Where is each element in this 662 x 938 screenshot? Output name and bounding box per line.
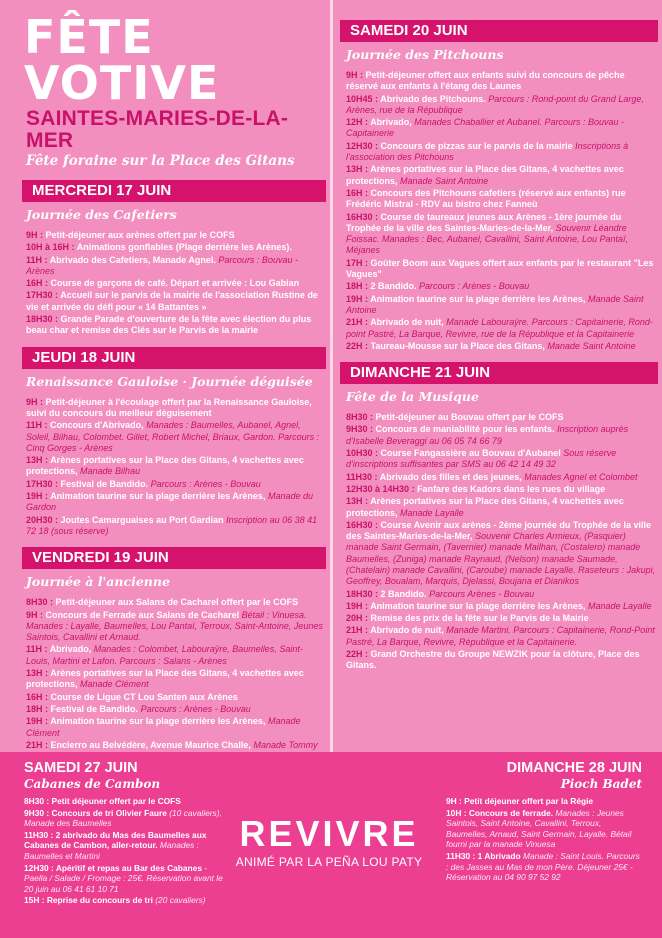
- event-text: Goûter Boom aux Vagues offert aux enfants par le restaurant "Les Vagues": [346, 257, 654, 280]
- revivre-tagline: ANIMÉ PAR LA PEÑA LOU PATY: [235, 855, 423, 869]
- event-time: 18H30: [26, 314, 53, 325]
- event-text: Petit-déjeuner au Bouvau offert par le COFS: [375, 412, 564, 423]
- event-separator: :: [372, 519, 381, 530]
- event-note: Parcours : Arènes - Bouvau: [140, 703, 251, 714]
- event-time: 9H30: [346, 424, 368, 435]
- event-note: Manade Bilhau: [80, 466, 141, 477]
- event-item: [340, 258, 658, 281]
- event-time: 20H30: [26, 514, 53, 525]
- event-text: Animations gonflables (Plage derrière les Arènes).: [76, 242, 292, 253]
- event-note: Inscription auprès d'Isabelle Beveraggi au 06 05 74 66 79: [346, 424, 629, 446]
- event-text: Fanfare des Kadors dans les rues du village: [417, 483, 606, 494]
- event-separator: :: [37, 396, 46, 407]
- event-time: 12H30: [24, 862, 49, 873]
- event-item: [340, 341, 658, 352]
- event-time: 19H: [346, 293, 363, 304]
- event-separator: :: [42, 691, 51, 702]
- event-time: 16H: [26, 691, 43, 702]
- event-note: Manades Chaballier et Aubanel. Parcours : Bouvau - Capitainerie: [346, 117, 625, 139]
- day-heading: SAMEDI 20 JUIN: [340, 20, 658, 42]
- event-item: [340, 294, 658, 317]
- event-note: Manades : Baumelles et Martini: [24, 840, 200, 861]
- event-item: [340, 625, 658, 648]
- event-text: Petit-déjeuner aux Salans de Cacharel offert par le COFS: [55, 597, 299, 608]
- event-item: [24, 830, 224, 862]
- event-text: Taureau-Mousse sur la Place des Gitans,: [370, 340, 545, 351]
- event-time: 17H30: [26, 478, 53, 489]
- event-text: Arènes portatives sur la Place des Gitans, 4 vachettes avec protections,: [26, 455, 304, 477]
- event-item: [340, 94, 658, 117]
- event-text: Concours de Ferrade aux Salans de Cacharel: [45, 609, 240, 620]
- event-separator: :: [42, 278, 51, 289]
- days-right: [340, 0, 658, 672]
- event-item: [8, 610, 326, 644]
- event-separator: :: [39, 895, 47, 906]
- event-time: 17H: [346, 257, 363, 268]
- left-column: [8, 0, 326, 763]
- right-column: [340, 0, 658, 673]
- event-separator: :: [367, 412, 376, 423]
- event-text: Concours des Pitchouns cafetiers (réservé aux enfants) rue Frédéric Mistral - RDV au bistro chez Fanneù: [346, 187, 626, 210]
- event-item: [340, 188, 658, 211]
- day-block: [8, 180, 326, 337]
- event-item: [340, 601, 658, 612]
- event-time: 9H30: [24, 807, 45, 818]
- event-text: Abrivado des Cafetiers, Manade Agnel.: [49, 254, 216, 265]
- event-item: [446, 796, 642, 807]
- day-block: [8, 347, 326, 538]
- event-text: Grand Orchestre du Groupe NEWZIK pour la clôture, Place des Gitans.: [346, 649, 640, 671]
- event-time: 12H30: [346, 140, 373, 151]
- event-separator: :: [362, 117, 371, 128]
- event-text: 2 Bandido.: [380, 588, 427, 599]
- bottom-left-events: [24, 796, 224, 906]
- event-text: Arènes portatives sur la Place des Gitans, 4 vachettes avec protections,: [26, 668, 304, 690]
- event-note: (10 cavaliers), Manade des Baumelles: [24, 807, 222, 829]
- event-item: [340, 496, 658, 519]
- event-item: [8, 290, 326, 313]
- event-item: [340, 117, 658, 140]
- event-separator: :: [372, 140, 381, 151]
- day-block: [340, 362, 658, 672]
- event-note: Manade Martini. Parcours : Capitainerie, Rond-Point Pastré, La Barque, Revivre, République et la Capitainerie.: [346, 625, 655, 647]
- event-time: 10H30: [346, 448, 373, 459]
- event-time: 10H à 16H: [26, 242, 70, 253]
- event-item: [340, 613, 658, 624]
- event-separator: :: [42, 716, 51, 727]
- event-separator: :: [44, 807, 52, 818]
- event-text: 2 Bandido.: [370, 281, 417, 292]
- event-note: Manade Saint Antoine: [346, 293, 644, 315]
- event-separator: :: [362, 625, 371, 636]
- event-text: Petit-déjeuner à l'écoulage offert par la Renaissance Gauloise, suivi du concours du meilleur déguisement: [26, 396, 312, 418]
- event-text: Course Fangassière au Bouvau d'Aubanel: [380, 448, 561, 459]
- event-item: [24, 895, 224, 906]
- event-item: [24, 863, 224, 895]
- bottom-left-place: Cabanes de Cambon: [24, 777, 161, 791]
- event-text: Petit déjeuner offert par la Régie: [464, 796, 594, 806]
- event-item: [340, 520, 658, 588]
- event-text: Course de Ligue CT Lou Santen aux Arènes: [50, 691, 238, 702]
- event-text: Petit-déjeuner aux arènes offert par le COFS: [45, 230, 235, 240]
- event-item: [8, 242, 326, 253]
- event-separator: :: [52, 290, 61, 301]
- event-text: Abrivado des Pitchouns.: [380, 93, 486, 104]
- event-separator: :: [372, 471, 380, 482]
- day-heading: DIMANCHE 21 JUIN: [340, 362, 658, 384]
- event-item: [340, 70, 658, 93]
- event-item: [340, 412, 658, 423]
- event-time: 21H: [26, 739, 43, 750]
- event-time: 13H: [26, 455, 43, 466]
- event-time: 12H: [346, 117, 363, 128]
- event-item: [8, 479, 326, 490]
- event-text: Grande Parade d'ouverture de la fête avec élection du plus beau char et remise des Clés sur le Parvis de la mairie: [26, 314, 312, 336]
- event-item: [8, 420, 326, 454]
- event-time: 21H: [346, 625, 363, 636]
- event-item: [8, 255, 326, 278]
- bottom-right-day: DIMANCHE 28 JUIN: [506, 760, 642, 776]
- event-time: 11H30: [446, 850, 471, 861]
- event-item: [8, 314, 326, 337]
- event-time: 19H: [346, 600, 363, 611]
- event-separator: :: [42, 703, 51, 714]
- event-separator: :: [52, 514, 61, 525]
- event-text: Reprise du concours de tri: [46, 895, 153, 906]
- event-time: 11H30: [24, 829, 49, 840]
- event-text: Concours d'Abrivado,: [50, 420, 144, 431]
- event-item: [340, 589, 658, 600]
- event-time: 19H: [26, 491, 43, 502]
- event-separator: :: [42, 455, 51, 466]
- event-separator: :: [372, 448, 381, 459]
- event-time: 16H30: [346, 211, 373, 222]
- event-separator: :: [362, 496, 371, 507]
- event-item: [340, 212, 658, 257]
- event-text: Concours de ferrade.: [468, 807, 554, 818]
- event-note: - Paella / Salade / Fromage : 25€. Réservation avant le 20 juin au 06 41 61 10 71: [24, 862, 223, 894]
- event-time: 21H: [346, 317, 363, 328]
- event-note: Sous réserve d'inscriptions suffisantes par SMS au 06 42 14 49 32: [346, 448, 617, 470]
- revivre-logo: [222, 814, 436, 870]
- event-text: 2 abrivado du Mas des Baumelles aux Cabanes de Cambon, aller-retour.: [24, 829, 207, 851]
- day-heading: VENDREDI 19 JUIN: [22, 547, 326, 569]
- event-item: [8, 455, 326, 478]
- event-time: 19H: [26, 716, 43, 727]
- event-note: Manade Tommy: [253, 739, 318, 750]
- day-theme: Journée des Pitchouns: [346, 47, 504, 62]
- page-subtitle: Fête foraine sur la Place des Gitans: [26, 153, 295, 169]
- event-separator: :: [362, 187, 371, 198]
- event-note: Manade Layalle: [400, 507, 464, 518]
- event-separator: :: [42, 668, 51, 679]
- event-time: 13H: [346, 496, 363, 507]
- event-item: [8, 692, 326, 703]
- event-text: Encierro au Belvédère, Avenue Maurice Challe,: [50, 739, 251, 750]
- day-theme: Renaissance Gauloise · Journée déguisée: [26, 373, 313, 389]
- event-separator: :: [42, 644, 50, 655]
- event-item: [8, 668, 326, 691]
- event-time: 13H: [346, 164, 363, 175]
- event-item: [8, 597, 326, 608]
- event-note: Manades Agnel et Colombet: [524, 471, 638, 482]
- event-separator: :: [42, 491, 51, 502]
- event-separator: :: [52, 314, 61, 325]
- event-item: [340, 424, 658, 447]
- bottom-left-block: [24, 760, 224, 907]
- event-separator: :: [48, 862, 56, 873]
- day-theme: Fête de la Musique: [346, 389, 479, 405]
- event-text: Animation taurine sur la plage derrière les Arènes,: [50, 716, 266, 727]
- event-note: Manade Layalle: [587, 600, 652, 611]
- event-text: Concours de maniabilité pour les enfants.: [375, 424, 555, 435]
- event-item: [8, 644, 326, 667]
- event-separator: :: [42, 739, 51, 750]
- event-note: Manade Saint Antoine: [400, 175, 489, 186]
- event-separator: :: [367, 424, 376, 435]
- event-time: 20H: [346, 613, 363, 624]
- event-separator: :: [44, 796, 52, 806]
- event-text: Arènes portatives sur la Place des Gitans, 4 vachettes avec protections,: [346, 164, 624, 186]
- bottom-left-day: SAMEDI 27 JUIN: [24, 760, 138, 776]
- event-note: Manade Clément: [26, 716, 301, 738]
- event-time: 17H30: [26, 290, 53, 301]
- event-time: 18H: [26, 703, 43, 714]
- event-separator: :: [362, 164, 371, 175]
- event-item: [446, 851, 642, 883]
- day-theme: Journée à l'ancienne: [26, 574, 170, 590]
- event-note: Inscriptions à l'association des Pitchouns: [346, 140, 629, 163]
- event-note: Manade Clément: [80, 679, 149, 690]
- event-item: [340, 484, 658, 495]
- event-separator: :: [362, 649, 371, 660]
- event-time: 16H30: [346, 519, 373, 530]
- event-time: 9H: [26, 230, 38, 240]
- event-text: Accueil sur le parvis de la mairie de l'association Rustine de vie et arrivée du défi pour « 14 Battantes »: [26, 290, 318, 312]
- event-time: 8H30: [26, 597, 48, 608]
- event-note: Parcours : Arènes - Bouvau: [419, 281, 530, 292]
- event-text: Apéritif et repas au Bar des Cabanes: [55, 862, 202, 873]
- event-separator: :: [69, 242, 77, 253]
- event-text: Course de garçons de café. Départ et arrivée : Lou Gabian: [50, 278, 300, 289]
- event-text: Petit déjeuner offert par le COFS: [51, 796, 181, 806]
- city-name: SAINTES-MARIES-DE-LA-MER: [26, 107, 289, 152]
- bottom-band: [0, 752, 662, 938]
- event-text: Petit-déjeuner offert aux enfants suivi du concours de pêche réservé aux enfants à l'étang des Launes: [346, 70, 625, 92]
- event-time: 22H: [346, 340, 363, 351]
- event-separator: :: [362, 293, 371, 304]
- event-time: 15H: [24, 895, 40, 906]
- event-separator: :: [37, 609, 46, 620]
- event-note: Bétail : Vinuesa. Manades : Layalle, Baumelles, Lou Pantaï, Terroux, Saint-Antoine, Jeunes Saintois, Cavallini et Arnaud.: [26, 609, 323, 643]
- event-time: 8H30: [24, 796, 45, 806]
- event-note: Souvenir Charles Armieux, (Pasquier) manade Saint Germain, (Tavernier) manade Mailhan, (Costalero) manade Baumelles, (Zuniga) manade Raynaud, (Nelson) manade Saumade, (Chatelain) manade Cavallini, (Caroube) manade Layalle. Raseteurs : Jakupi, Geoffrey, Boualam, Marquis, Djelassi, Boujana et Dianikos: [346, 531, 656, 587]
- event-time: 16H: [346, 187, 363, 198]
- event-text: Animation taurine sur la plage derrière les Arènes,: [370, 293, 586, 304]
- event-separator: :: [362, 613, 371, 624]
- event-separator: :: [470, 850, 478, 861]
- event-note: Manade du Gardon: [26, 491, 313, 513]
- event-time: 22H: [346, 649, 363, 660]
- event-separator: :: [48, 829, 56, 840]
- event-item: [8, 716, 326, 739]
- event-item: [8, 491, 326, 514]
- event-text: Festival de Bandido.: [60, 478, 149, 489]
- bottom-right-events: [446, 796, 642, 883]
- event-note: Manades : Colombet, Labouraÿre, Baumelles, Saint-Louis, Martini et Lafon. Parcours : Salans - Arènes: [26, 644, 303, 666]
- event-item: [24, 808, 224, 829]
- event-separator: :: [52, 478, 61, 489]
- event-item: [8, 278, 326, 289]
- event-time: 10H45: [346, 93, 373, 104]
- event-separator: :: [456, 796, 465, 806]
- event-text: Remise des prix de la fête sur le Parvis de la Mairie: [370, 613, 589, 624]
- event-item: [446, 808, 642, 850]
- event-note: Manades : Jeunes Saintois, Saint Antoine, Cavallini, Terroux, Baumelles, Arnaud, Saint Germain, Layalle. Bétail fourni par la manade Vinuesa: [446, 807, 632, 850]
- event-separator: :: [372, 93, 381, 104]
- event-separator: :: [47, 597, 56, 608]
- event-item: [340, 649, 658, 672]
- event-separator: :: [362, 281, 371, 292]
- event-note: Parcours Arènes - Bouvau: [429, 588, 535, 599]
- event-time: 9H: [346, 70, 358, 80]
- event-time: 11H30: [346, 471, 373, 482]
- event-time: 10H: [446, 807, 462, 818]
- event-separator: :: [372, 211, 381, 222]
- event-text: Abrivado de nuit,: [370, 625, 444, 636]
- event-item: [340, 164, 658, 187]
- page-title: FÊTE VOTIVE: [24, 10, 220, 110]
- bottom-right-block: [446, 760, 642, 884]
- days-left: [8, 180, 326, 762]
- event-text: Abrivado des filles et des jeunes,: [379, 471, 522, 482]
- day-heading: JEUDI 18 JUIN: [22, 347, 326, 369]
- event-time: 16H: [26, 278, 43, 289]
- event-time: 9H: [26, 396, 38, 407]
- event-time: 9H: [446, 796, 457, 806]
- event-separator: :: [37, 230, 46, 240]
- event-time: 18H: [346, 281, 363, 292]
- event-time: 11H: [26, 254, 43, 265]
- event-note: Parcours : Bouvau - Arènes: [26, 254, 298, 276]
- event-text: Abrivado,: [370, 117, 412, 128]
- event-text: Abrivado de nuit,: [370, 317, 444, 328]
- day-theme: Journée des Cafetiers: [26, 207, 177, 222]
- event-item: [24, 796, 224, 807]
- event-note: Parcours : Rond-point du Grand Large, Arènes, rue de la République: [346, 93, 644, 115]
- event-item: [340, 472, 658, 483]
- bottom-right-place: Pioch Badet: [560, 777, 642, 791]
- event-note: Manades : Baumelles, Aubanel, Agnel, Soleil, Bilhau, Colombet. Gillet, Robert Michel, Briaux, Gardon. Parcours : Cinq Gorges - Arènes: [26, 420, 320, 453]
- event-text: Concours de tri Olivier Faure: [51, 807, 167, 818]
- event-text: Course de taureaux jeunes aux Arènes - 1ère journée du Trophée de la ville des Saintes-Maries-de-la-Mer,: [346, 211, 622, 233]
- event-text: Concours de pizzas sur le parvis de la mairie: [380, 140, 573, 151]
- revivre-name: REVIVRE: [239, 813, 419, 854]
- event-separator: :: [409, 483, 418, 494]
- event-separator: :: [357, 70, 366, 80]
- event-item: [340, 448, 658, 471]
- event-time: 11H: [26, 420, 43, 431]
- event-time: 8H30: [346, 412, 368, 423]
- event-text: Joutes Camarguaises au Port Gardian: [60, 514, 224, 525]
- event-item: [8, 515, 326, 538]
- event-note: (20 cavaliers): [155, 895, 206, 906]
- event-item: [340, 141, 658, 164]
- event-time: 11H: [26, 644, 43, 655]
- event-text: Animation taurine sur la plage derrière les Arènes,: [370, 600, 586, 611]
- event-item: [8, 230, 326, 241]
- event-note: Manade : Saint Louis. Parcours : des Jasses au Mas de mon Père. Déjeuner 25€ - Réservation au 04 90 97 52 92: [446, 850, 640, 883]
- event-text: Arènes portatives sur la Place des Gitans, 4 vachettes avec protections,: [346, 496, 624, 518]
- event-time: 12H30 à 14H30: [346, 483, 410, 494]
- event-separator: :: [362, 340, 371, 351]
- event-separator: :: [42, 420, 51, 431]
- event-text: Festival de Bandido.: [50, 703, 139, 714]
- event-time: 13H: [26, 668, 43, 679]
- event-item: [8, 704, 326, 715]
- event-separator: :: [372, 588, 381, 599]
- event-item: [340, 317, 658, 340]
- event-note: Parcours : Arènes - Bouvau: [150, 478, 261, 489]
- event-separator: :: [42, 254, 50, 265]
- event-time: 18H30: [346, 588, 373, 599]
- event-text: 1 Abrivado: [477, 850, 521, 861]
- column-separator: [330, 0, 333, 752]
- event-separator: :: [362, 600, 371, 611]
- event-text: Course Avenir aux arènes - 2ème journée du Trophée de la ville des Saintes-Maries-de-la-Mer,: [346, 519, 651, 542]
- event-text: Animation taurine sur la plage derrière les Arènes,: [50, 491, 266, 502]
- event-time: 9H: [26, 609, 38, 620]
- event-note: Inscription au 06 38 41 72 18 (sous réserve): [26, 514, 318, 536]
- event-note: Souvenir Léandre Foissac. Manades : Bec, Aubanel, Cavallini, Saint Antoine, Lou Pantaï, Méjanes: [346, 222, 628, 256]
- event-separator: :: [461, 807, 469, 818]
- event-item: [340, 281, 658, 292]
- event-text: Abrivado,: [49, 644, 92, 655]
- day-block: [340, 20, 658, 352]
- event-separator: :: [362, 257, 371, 268]
- event-item: [8, 397, 326, 420]
- event-note: Manade Saint Antoine: [547, 340, 636, 351]
- day-block: [8, 547, 326, 762]
- day-heading: MERCREDI 17 JUIN: [22, 180, 326, 202]
- event-note: Manade Labouraÿre. Parcours : Capitainerie, Rond-point Pastré, La Barque, Revivre, rue de la République et la Capitainerie: [346, 317, 653, 339]
- event-separator: :: [362, 317, 371, 328]
